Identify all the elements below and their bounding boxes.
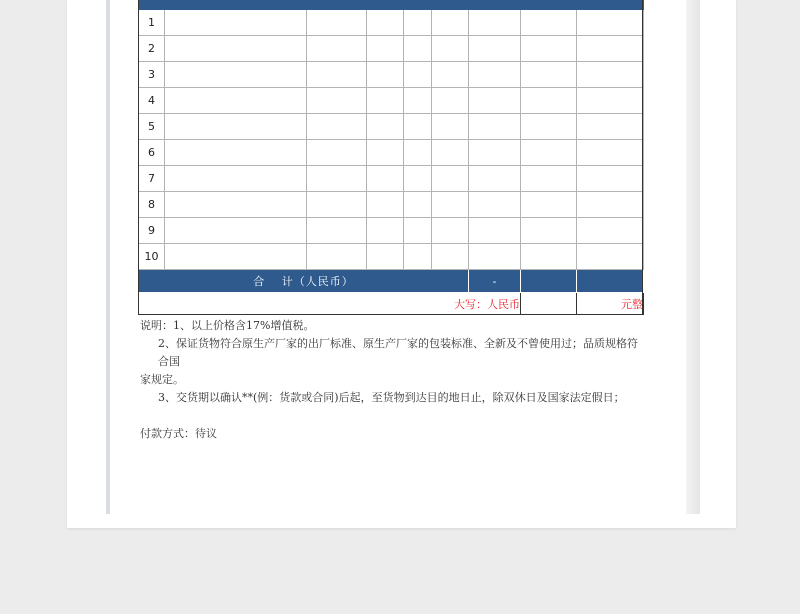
table-cell[interactable] [521,88,577,114]
table-cell[interactable] [521,114,577,140]
table-cell[interactable] [307,166,367,192]
table-cell[interactable] [521,36,577,62]
quotation-table [138,0,644,315]
table-cell[interactable] [521,10,577,36]
row-number: 1 [139,10,165,36]
table-cell[interactable] [307,10,367,36]
uppercase-label: 大写：人民币 [139,293,521,315]
table-cell[interactable] [165,88,307,114]
table-cell[interactable] [469,88,521,114]
row-number: 10 [139,244,165,270]
row-number: 2 [139,36,165,62]
table-cell[interactable] [577,36,644,62]
table-row [139,218,644,244]
notes-section [140,317,645,443]
table-cell[interactable] [165,244,307,270]
table-row [139,114,644,140]
table-cell[interactable] [577,166,644,192]
table-cell[interactable] [404,10,432,36]
table-cell[interactable] [404,244,432,270]
table-cell[interactable] [307,114,367,140]
table-row [139,140,644,166]
table-cell[interactable] [469,192,521,218]
table-cell[interactable] [367,114,404,140]
table-row [139,166,644,192]
row-number: 3 [139,62,165,88]
table-cell[interactable] [521,244,577,270]
table-cell[interactable] [367,36,404,62]
table-cell[interactable] [367,244,404,270]
table-cell[interactable] [367,166,404,192]
table-cell[interactable] [577,192,644,218]
table-row [139,36,644,62]
table-cell[interactable] [469,36,521,62]
table-row [139,192,644,218]
table-cell[interactable] [165,218,307,244]
note-line-3: 3、交货期以确认**(例：货款或合同)后起，至货物到达目的地日止，除双休日及国家法定假日； [158,391,625,404]
table-cell[interactable] [367,140,404,166]
table-cell[interactable] [307,140,367,166]
table-cell[interactable] [469,62,521,88]
table-cell[interactable] [307,244,367,270]
table-cell[interactable] [165,192,307,218]
row-number: 5 [139,114,165,140]
table-cell[interactable] [432,218,469,244]
table-cell[interactable] [577,88,644,114]
table-cell[interactable] [577,218,644,244]
table-cell[interactable] [432,10,469,36]
table-cell[interactable] [404,62,432,88]
total-row [139,270,644,293]
table-cell[interactable] [165,140,307,166]
table-cell[interactable] [521,192,577,218]
table-cell[interactable] [577,114,644,140]
table-cell[interactable] [307,62,367,88]
total-label: 合 计（人民币） [139,270,469,293]
table-row [139,88,644,114]
table-cell[interactable] [469,10,521,36]
paper-right-edge [686,0,700,514]
total-value: - [469,270,521,293]
row-number: 6 [139,140,165,166]
table-cell[interactable] [432,192,469,218]
table-cell[interactable] [307,88,367,114]
uppercase-unit: 元整 [577,293,644,315]
table-cell[interactable] [469,244,521,270]
table-cell[interactable] [469,166,521,192]
row-number: 7 [139,166,165,192]
table-cell[interactable] [469,114,521,140]
table-header-strip [139,1,644,10]
total-cell [577,270,644,293]
table-cell[interactable] [432,62,469,88]
row-number: 9 [139,218,165,244]
uppercase-amount-row [139,293,644,315]
table-cell[interactable] [432,244,469,270]
table-cell[interactable] [404,140,432,166]
table-cell[interactable] [577,10,644,36]
note-line-1: 说明：1、以上价格含17%增值税。 [140,319,315,332]
table-cell[interactable] [521,140,577,166]
table-row [139,10,644,36]
total-cell [521,270,577,293]
table-cell[interactable] [165,114,307,140]
table-cell[interactable] [165,36,307,62]
table-cell[interactable] [432,166,469,192]
payment-terms: 付款方式：待议 [140,427,217,440]
table-cell[interactable] [432,88,469,114]
table-cell[interactable] [307,192,367,218]
table-cell[interactable] [404,166,432,192]
table-cell[interactable] [469,218,521,244]
table-cell[interactable] [367,88,404,114]
table-cell[interactable] [521,166,577,192]
table-cell[interactable] [404,218,432,244]
note-line-2-cont: 家规定。 [140,373,184,386]
row-number: 4 [139,88,165,114]
table-cell[interactable] [432,140,469,166]
table-cell[interactable] [521,62,577,88]
note-line-2: 2、保证货物符合原生产厂家的出厂标准、原生产厂家的包装标准、全新及不曾使用过；品质规格符合国 [158,337,638,368]
table-cell[interactable] [165,10,307,36]
table-cell[interactable] [432,36,469,62]
table-cell[interactable] [367,62,404,88]
table-cell[interactable] [165,166,307,192]
table-cell[interactable] [367,10,404,36]
table-cell[interactable] [165,62,307,88]
table-cell[interactable] [521,218,577,244]
table-cell[interactable] [307,36,367,62]
table-cell[interactable] [577,244,644,270]
table-cell[interactable] [577,140,644,166]
table-cell[interactable] [404,192,432,218]
table-row [139,244,644,270]
table-cell[interactable] [404,88,432,114]
table-cell[interactable] [307,218,367,244]
uppercase-value[interactable] [521,293,577,315]
table-cell[interactable] [469,140,521,166]
table-cell[interactable] [367,192,404,218]
table-cell[interactable] [577,62,644,88]
table-cell[interactable] [404,114,432,140]
table-cell[interactable] [404,36,432,62]
table-row [139,62,644,88]
table-cell[interactable] [367,218,404,244]
table-cell[interactable] [432,114,469,140]
row-number: 8 [139,192,165,218]
